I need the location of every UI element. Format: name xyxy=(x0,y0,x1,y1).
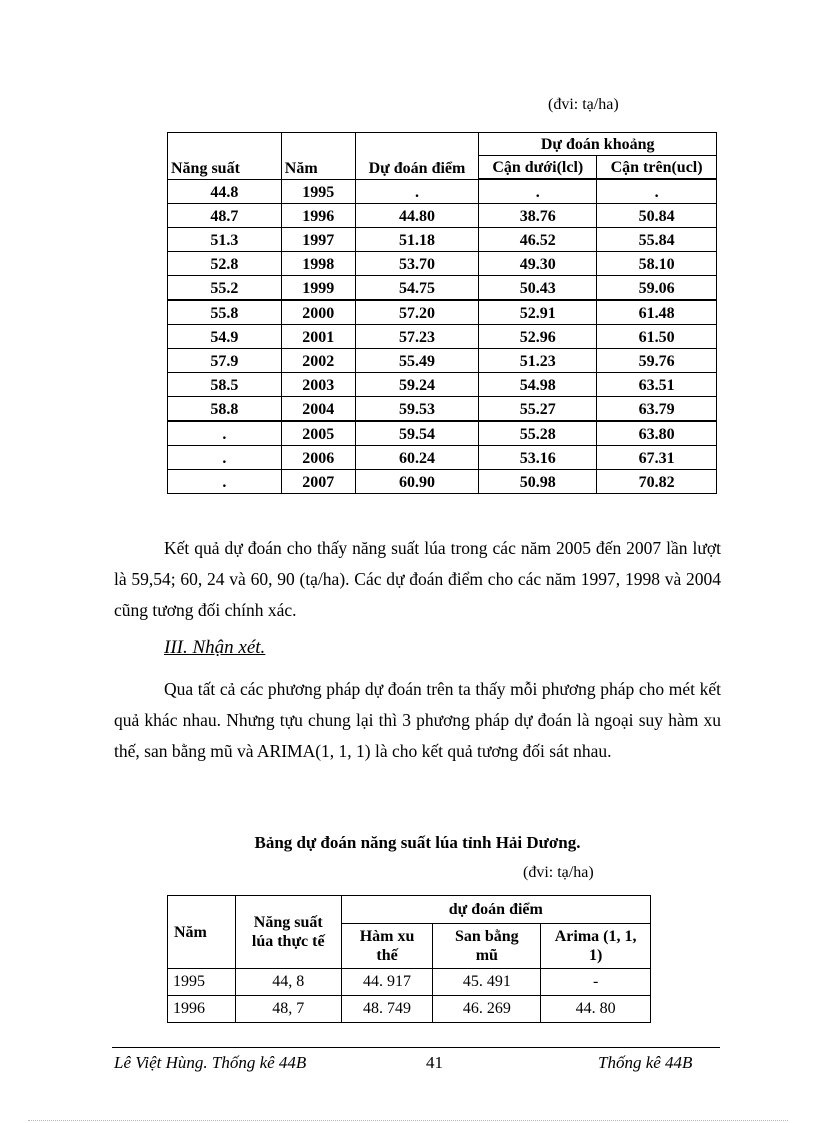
rice-yield-forecast-table xyxy=(167,895,651,1023)
cell-ucl: 55.84 xyxy=(597,228,717,252)
table2-unit: (đvi: tạ/ha) xyxy=(523,864,594,881)
cell-year: 1996 xyxy=(168,996,236,1023)
table-row xyxy=(168,204,717,228)
cell-point: 55.49 xyxy=(355,349,479,373)
cell-year: 2007 xyxy=(281,470,355,494)
table-header-row xyxy=(168,133,717,156)
cell-year: 1998 xyxy=(281,252,355,276)
cell-trend: 48. 749 xyxy=(341,996,433,1023)
cell-actual: 44, 8 xyxy=(235,969,341,996)
cell-lcl: 49.30 xyxy=(479,252,597,276)
cell-point: 57.23 xyxy=(355,325,479,349)
cell-year: 1997 xyxy=(281,228,355,252)
cell-point: 59.53 xyxy=(355,397,479,422)
cell-lcl: 55.27 xyxy=(479,397,597,422)
cell-lcl: 54.98 xyxy=(479,373,597,397)
cell-year: 2002 xyxy=(281,349,355,373)
cell-yield: 58.8 xyxy=(168,397,282,422)
cell-ucl: 61.50 xyxy=(597,325,717,349)
cell-yield: 48.7 xyxy=(168,204,282,228)
cell-point: 51.18 xyxy=(355,228,479,252)
col-header-arima: Arima (1, 1, 1) xyxy=(541,924,651,969)
col-header-upper-bound: Cận trên(ucl) xyxy=(597,156,717,180)
table-row xyxy=(168,325,717,349)
table-row xyxy=(168,373,717,397)
section-heading: III. Nhận xét. xyxy=(164,637,266,658)
table2-title: Bảng dự đoán năng suất lúa tỉnh Hải Dương. xyxy=(254,833,581,852)
cell-year: 2001 xyxy=(281,325,355,349)
cell-arima: - xyxy=(541,969,651,996)
cell-point: 44.80 xyxy=(355,204,479,228)
cell-yield: . xyxy=(168,446,282,470)
group-header-point-forecast: dự đoán điểm xyxy=(341,896,650,924)
cell-ucl: 58.10 xyxy=(597,252,717,276)
cell-lcl: 53.16 xyxy=(479,446,597,470)
cell-lcl: 46.52 xyxy=(479,228,597,252)
cell-point: 53.70 xyxy=(355,252,479,276)
cell-ucl: 63.51 xyxy=(597,373,717,397)
col-header-year: Năm xyxy=(281,133,355,180)
cell-yield: 52.8 xyxy=(168,252,282,276)
cell-lcl: 50.43 xyxy=(479,276,597,301)
cell-year: 1996 xyxy=(281,204,355,228)
table-row xyxy=(168,349,717,373)
col-header-point-forecast: Dự đoán điểm xyxy=(355,133,479,180)
cell-lcl: 52.96 xyxy=(479,325,597,349)
footer-divider xyxy=(112,1047,720,1048)
results-paragraph: Kết quả dự đoán cho thấy năng suất lúa trong các năm 2005 đến 2007 lần lượt là 59,54; 60, 24 và 60, 90 (tạ/ha). Các dự đoán điểm cho các năm 1997, 1998 và 2004 cũng tương đối chính xác. xyxy=(114,538,721,620)
cell-lcl: 55.28 xyxy=(479,421,597,446)
footer-right: Thống kê 44B xyxy=(598,1053,693,1072)
cell-year: 2005 xyxy=(281,421,355,446)
cell-arima: 44. 80 xyxy=(541,996,651,1023)
table-row xyxy=(168,397,717,422)
cell-yield: 57.9 xyxy=(168,349,282,373)
cell-point: 60.90 xyxy=(355,470,479,494)
cell-point: . xyxy=(355,179,479,204)
group-header-interval-forecast: Dự đoán khoảng xyxy=(479,133,717,156)
cell-ucl: 70.82 xyxy=(597,470,717,494)
col-header-actual-yield: Năng suất lúa thực tế xyxy=(235,896,341,969)
cell-lcl: 51.23 xyxy=(479,349,597,373)
footer-author: Lê Việt Hùng. Thống kê 44B xyxy=(114,1053,307,1072)
page-bottom-dotted-line xyxy=(28,1120,788,1121)
table-row xyxy=(168,276,717,301)
table1-unit: (đvi: tạ/ha) xyxy=(548,96,619,113)
cell-trend: 44. 917 xyxy=(341,969,433,996)
cell-ucl: 59.06 xyxy=(597,276,717,301)
table-row xyxy=(168,996,651,1023)
cell-point: 54.75 xyxy=(355,276,479,301)
cell-year: 2004 xyxy=(281,397,355,422)
cell-year: 2006 xyxy=(281,446,355,470)
cell-yield: 55.2 xyxy=(168,276,282,301)
cell-year: 2000 xyxy=(281,300,355,325)
cell-year: 1995 xyxy=(168,969,236,996)
table-header-row xyxy=(168,896,651,924)
cell-smoothing: 45. 491 xyxy=(433,969,541,996)
col-header-lower-bound: Cận dưới(lcl) xyxy=(479,156,597,180)
cell-smoothing: 46. 269 xyxy=(433,996,541,1023)
cell-yield: 54.9 xyxy=(168,325,282,349)
forecast-interval-table xyxy=(167,132,717,494)
cell-year: 2003 xyxy=(281,373,355,397)
cell-lcl: 50.98 xyxy=(479,470,597,494)
cell-yield: 51.3 xyxy=(168,228,282,252)
cell-actual: 48, 7 xyxy=(235,996,341,1023)
table-row xyxy=(168,969,651,996)
cell-lcl: 52.91 xyxy=(479,300,597,325)
cell-ucl: 67.31 xyxy=(597,446,717,470)
table-row xyxy=(168,421,717,446)
col-header-trend: Hàm xu thế xyxy=(341,924,433,969)
cell-yield: . xyxy=(168,421,282,446)
cell-ucl: 61.48 xyxy=(597,300,717,325)
cell-ucl: . xyxy=(597,179,717,204)
remarks-paragraph: Qua tất cả các phương pháp dự đoán trên ta thấy mỗi phương pháp cho mét kết quả khác nhau. Nhưng tựu chung lại thì 3 phương pháp dự đoán là ngoại suy hàm xu thế, san bằng mũ và ARIMA(1, 1, 1) là cho kết quả tương đối sát nhau. xyxy=(114,679,721,761)
cell-yield: . xyxy=(168,470,282,494)
table-row xyxy=(168,300,717,325)
cell-ucl: 59.76 xyxy=(597,349,717,373)
cell-point: 60.24 xyxy=(355,446,479,470)
cell-lcl: . xyxy=(479,179,597,204)
cell-yield: 55.8 xyxy=(168,300,282,325)
cell-year: 1995 xyxy=(281,179,355,204)
table-row xyxy=(168,446,717,470)
table-row xyxy=(168,179,717,204)
cell-ucl: 63.80 xyxy=(597,421,717,446)
cell-yield: 44.8 xyxy=(168,179,282,204)
col-header-year: Năm xyxy=(168,896,236,969)
cell-lcl: 38.76 xyxy=(479,204,597,228)
cell-year: 1999 xyxy=(281,276,355,301)
cell-point: 59.24 xyxy=(355,373,479,397)
cell-point: 59.54 xyxy=(355,421,479,446)
col-header-yield: Năng suất xyxy=(168,133,282,180)
cell-yield: 58.5 xyxy=(168,373,282,397)
table-row xyxy=(168,252,717,276)
cell-ucl: 50.84 xyxy=(597,204,717,228)
cell-point: 57.20 xyxy=(355,300,479,325)
page-number: 41 xyxy=(426,1053,443,1072)
col-header-exp-smoothing: San bằng mũ xyxy=(433,924,541,969)
cell-ucl: 63.79 xyxy=(597,397,717,422)
table-row xyxy=(168,470,717,494)
table-row xyxy=(168,228,717,252)
